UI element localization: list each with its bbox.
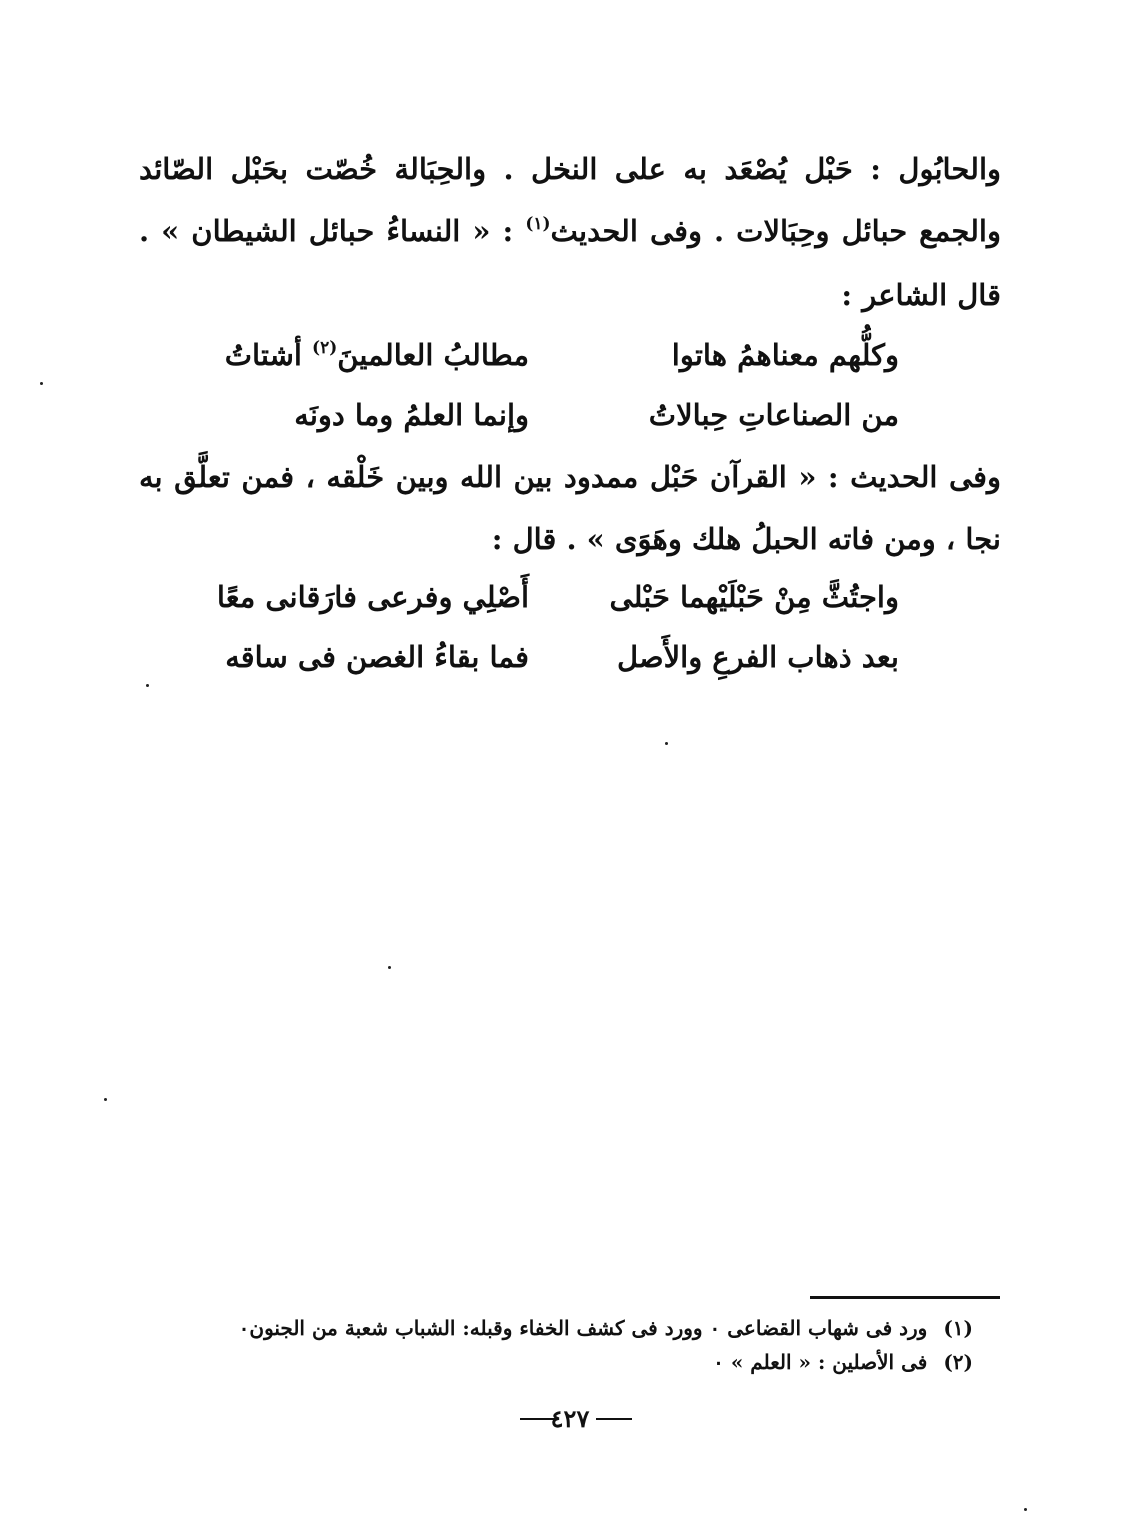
poem2-verse2-second-hemistich: بعد ذهاب الفرعِ والأَصل: [617, 640, 899, 674]
footnote-ref-1: (١): [525, 214, 551, 234]
page-number: ٤٢٧: [550, 1404, 590, 1433]
footnote-separator: [810, 1296, 1000, 1299]
footnote-2-number: (٢): [943, 1350, 973, 1374]
scan-speck: [40, 382, 43, 385]
footnote-1: [153, 1316, 973, 1340]
scan-speck: [388, 966, 391, 969]
paragraph2-line-2: نجا ، ومن فاته الحبلُ هلك وهَوَى » . قال :: [491, 522, 1001, 556]
poem2-verse1-second-hemistich: واجتُثَّ مِنْ حَبْلَيْهما حَبْلى: [609, 580, 899, 614]
poem1-verse2-first-hemistich: وإنما العلمُ وما دونَه: [294, 398, 529, 432]
page-number-dash-right: [596, 1418, 632, 1420]
poem1-verse1-first-hemistich: [189, 338, 529, 372]
poem1-verse1-second-hemistich: وكلُّهم معناهمُ هاتوا: [671, 338, 899, 372]
poem1-verse2-second-hemistich: من الصناعاتِ حِبالاتُ: [648, 398, 899, 432]
paragraph-line-2-quote: : « النساءُ حبائل الشيطان » .: [139, 214, 526, 248]
paragraph2-line-1: وفى الحديث : « القرآن حَبْل ممدود بين الله وبين خَلْقه ، فمن تعلَّق به: [139, 460, 1001, 494]
paragraph-line-2-text: والجمع حبائل وحِبَالات . وفى الحديث: [550, 214, 1001, 248]
scan-speck: [146, 684, 149, 687]
poem1-verse1-first-end: أشتاتُ: [224, 338, 313, 372]
footnote-2: [153, 1350, 973, 1374]
scan-speck: [104, 1098, 107, 1101]
poem1-verse1-first-text: مطالبُ العالمينَ: [337, 338, 529, 372]
footnote-1-text: ورد فى شهاب القضاعى ٠ وورد فى كشف الخفاء وقبله: الشباب شعبة من الجنون٠: [238, 1316, 928, 1340]
paragraph-line-1: والحابُول : حَبْل يُصْعَد به على النخل . والحِبَالة خُصّت بحَبْل الصّائد: [139, 152, 1001, 186]
footnote-2-text: فى الأصلين : « العلم » ٠: [713, 1350, 928, 1374]
scan-speck: [1024, 1508, 1027, 1511]
footnote-ref-2: (٢): [312, 338, 338, 358]
paragraph-line-2: [139, 214, 1001, 248]
poem2-verse2-first-hemistich: فما بقاءُ الغصن فى ساقه: [225, 640, 529, 674]
paragraph-line-3: قال الشاعر :: [841, 278, 1001, 312]
poem2-verse1-first-hemistich: أَصْلِي وفرعى فارَقانى معًا: [216, 580, 529, 614]
scan-speck: [665, 742, 668, 745]
footnote-1-number: (١): [943, 1316, 973, 1340]
